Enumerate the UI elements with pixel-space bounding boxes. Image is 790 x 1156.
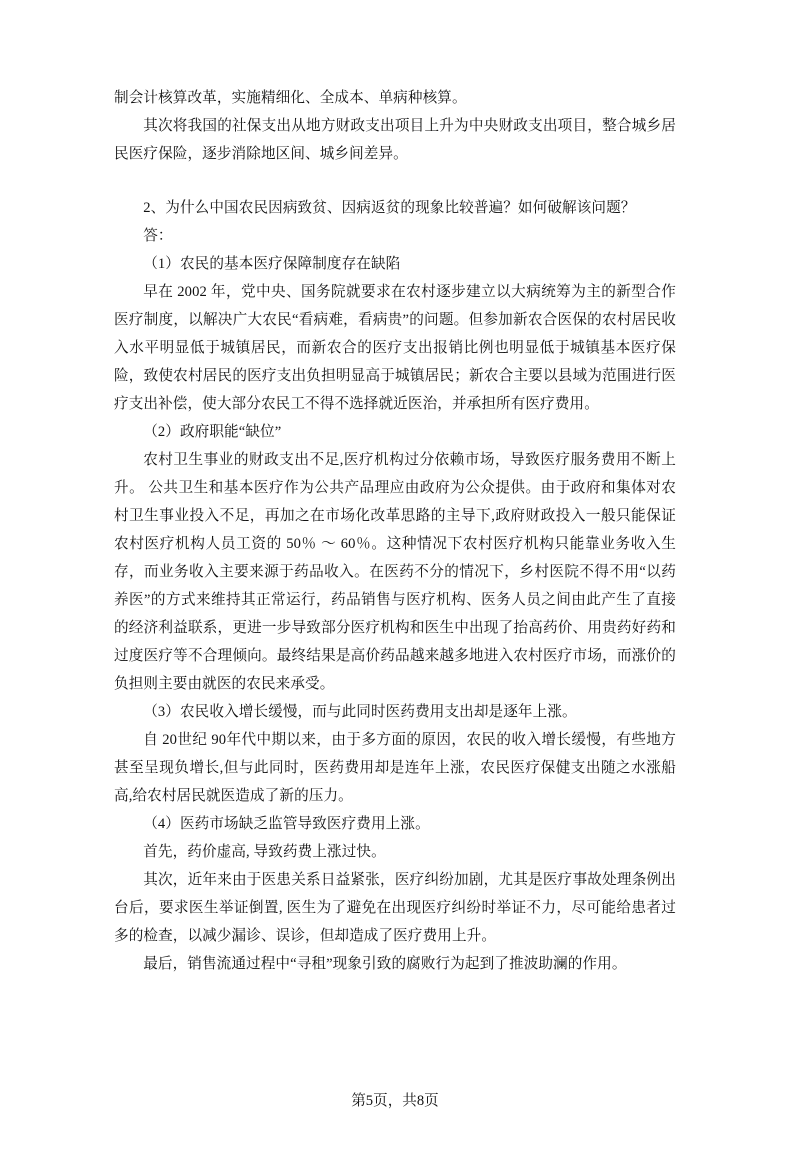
paragraph-point-4-first: 首先，药价虚高, 导致药费上涨过快。 bbox=[143, 844, 386, 861]
document-body bbox=[114, 84, 676, 978]
page-footer: 第5页，共8页 bbox=[351, 1093, 439, 1109]
paragraph-answer-label: 答： bbox=[143, 228, 173, 245]
paragraph-continuation: 制会计核算改革，实施精细化、全成本、单病种核算。 bbox=[114, 90, 467, 106]
paragraph-point-3-body: 自 20世纪 90年代中期以来，由于多方面的原因，农民的收入增长缓慢，有些地方甚至呈现负增长,但与此同时，医药费用却是连年上涨，农民医疗保健支出随之水涨船高,给农村居民就医造成了新的压力。 bbox=[114, 732, 676, 805]
paragraph-point-4-title: （4）医药市场缺乏监管导致医疗费用上涨。 bbox=[143, 816, 430, 833]
paragraph-point-1-body: 早在 2002 年，党中央、国务院就要求在农村逐步建立以大病统筹为主的新型合作医疗制度，以解决广大农民“看病难，看病贵”的问题。但参加新农合医保的农村居民收入水平明显低于城镇居民，而新农合的医疗支出报销比例也明显低于城镇基本医疗保险，致使农村居民的医疗支出负担明显高于城镇居民；新农合主要以县域为范围进行医疗支出补偿，使大部分农民工不得不选择就近医治，并承担所有医疗费用。 bbox=[114, 284, 676, 413]
paragraph-spacer bbox=[114, 168, 676, 194]
paragraph-question-2: 2、为什么中国农民因病致贫、因病返贫的现象比较普遍？如何破解该问题？ bbox=[143, 200, 636, 217]
paragraph-point-3-title: （3）农民收入增长缓慢，而与此同时医药费用支出却是逐年上涨。 bbox=[143, 704, 577, 721]
paragraph-point-4-last: 最后，销售流通过程中“寻租”现象引致的腐败行为起到了推波助澜的作用。 bbox=[143, 956, 627, 973]
paragraph-point-2-title: （2）政府职能“缺位” bbox=[143, 424, 282, 441]
paragraph-social-security: 其次将我国的社保支出从地方财政支出项目上升为中央财政支出项目，整合城乡居民医疗保险，逐步消除地区间、城乡间差异。 bbox=[114, 118, 676, 163]
paragraph-point-4-second: 其次，近年来由于医患关系日益紧张，医疗纠纷加剧，尤其是医疗事故处理条例出台后，要求医生举证倒置, 医生为了避免在出现医疗纠纷时举证不力，尽可能给患者过多的检查，以减少漏诊、误诊，但却造成了医疗费用上升。 bbox=[114, 872, 676, 945]
paragraph-point-2-body: 农村卫生事业的财政支出不足,医疗机构过分依赖市场，导致医疗服务费用不断上升。 公共卫生和基本医疗作为公共产品理应由政府为公众提供。由于政府和集体对农村卫生事业投入不足，再加之在市场化改革思路的主导下,政府财政投入一般只能保证农村医疗机构人员工资的 50％ ～ 60％。这种情况下农村医疗机构只能靠业务收入生存，而业务收入主要来源于药品收入。在医药不分的情况下，乡村医院不得不用“以药养医”的方式来维持其正常运行，药品销售与医疗机构、医务人员之间由此产生了直接的经济利益联系，更进一步导致部分医疗机构和医生中出现了抬高药价、用贵药好药和过度医疗等不合理倾向。最终结果是高价药品越来越多地进入农村医疗市场，而涨价的负担则主要由就医的农民来承受。 bbox=[114, 452, 676, 693]
paragraph-point-1-title: （1）农民的基本医疗保障制度存在缺陷 bbox=[143, 256, 401, 273]
